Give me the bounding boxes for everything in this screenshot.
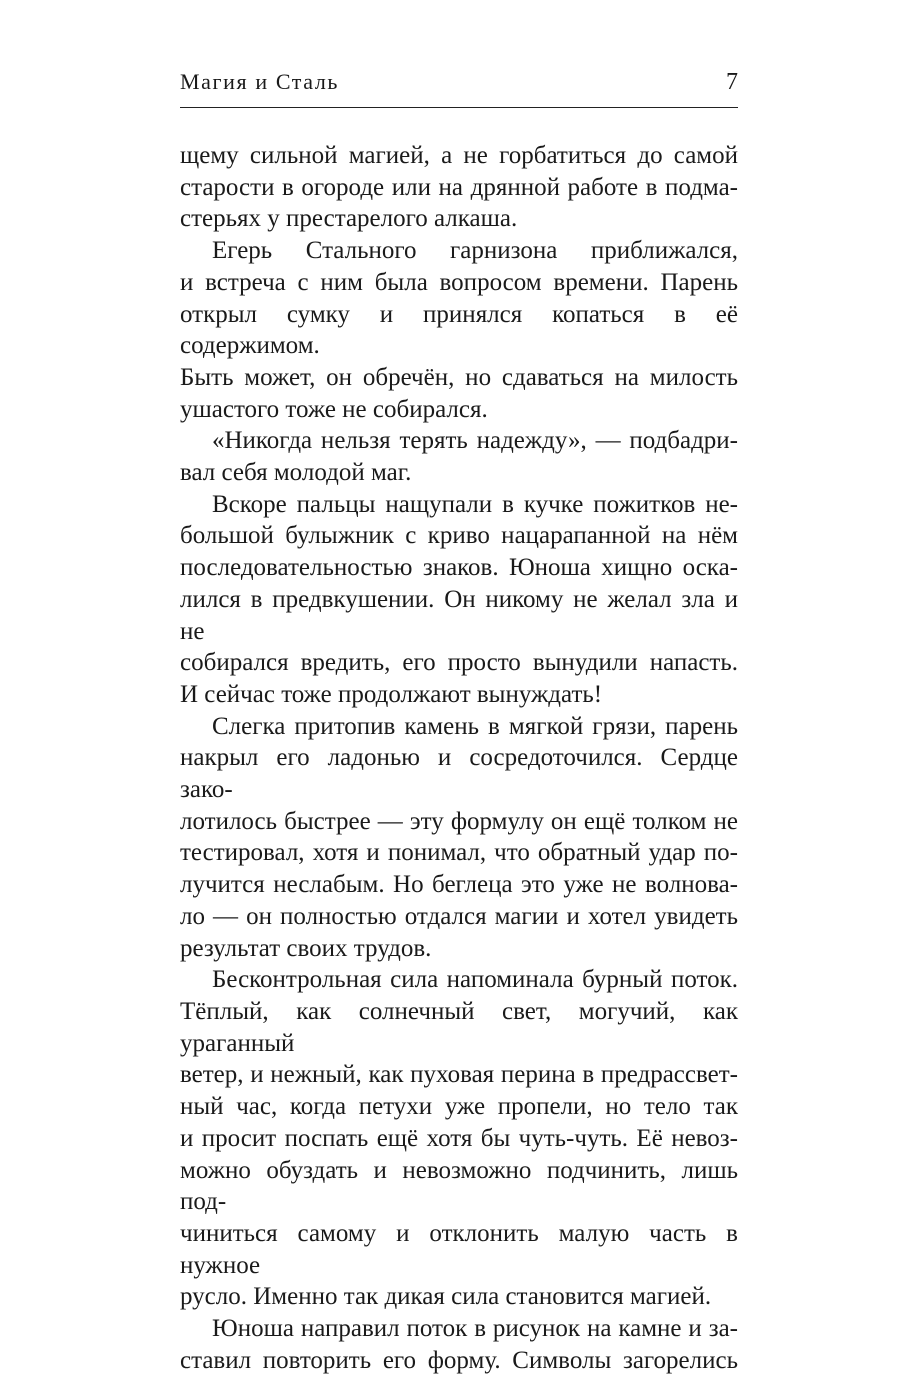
text-line: лотилось быстрее — эту формулу он ещё толком не: [180, 807, 738, 835]
text-line: большой булыжник с криво нацарапанной на нём: [180, 522, 738, 550]
text-line: вал себя молодой маг.: [180, 459, 412, 487]
text-line: последовательностью знаков. Юноша хищно оска-: [180, 554, 738, 582]
text-line: Вскоре пальцы нащупали в кучке пожитков не-: [212, 490, 738, 518]
text-line: Быть может, он обречён, но сдаваться на милость: [180, 363, 738, 391]
text-line: чиниться самому и отклонить малую часть в нужное: [180, 1219, 738, 1279]
body-text: [180, 140, 738, 1376]
text-line: и встреча с ним была вопросом времени. Парень: [180, 268, 738, 296]
text-line: лился в предвкушении. Он никому не желал зла и не: [180, 585, 738, 645]
header-rule: [180, 107, 738, 108]
text-line: ушастого тоже не собирался.: [180, 395, 488, 423]
text-line: старости в огороде или на дрянной работе в подма-: [180, 173, 738, 201]
text-line: Слегка притопив камень в мягкой грязи, парень: [212, 712, 738, 740]
text-line: И сейчас тоже продолжают вынуждать!: [180, 680, 603, 708]
text-line: результат своих трудов.: [180, 934, 432, 962]
text-line: стерьях у престарелого алкаша.: [180, 205, 518, 233]
text-line: Бесконтрольная сила напоминала бурный поток.: [212, 966, 738, 994]
text-line: открыл сумку и принялся копаться в её содержимом.: [180, 300, 738, 360]
text-line: лучится неслабым. Но беглеца это уже не волнова-: [180, 871, 738, 899]
text-line: ветер, и нежный, как пуховая перина в предрассвет-: [180, 1061, 738, 1089]
text-line: собирался вредить, его просто вынудили напасть.: [180, 649, 738, 677]
text-line: ставил повторить его форму. Символы загорелись: [180, 1346, 738, 1374]
page-number: 7: [726, 69, 738, 95]
text-line: ный час, когда петухи уже пропели, но тело так: [180, 1093, 738, 1121]
text-line: щему сильной магией, а не горбатиться до самой: [180, 142, 738, 169]
page-header: [180, 62, 738, 102]
text-line: Тёплый, как солнечный свет, могучий, как ураганный: [180, 997, 738, 1057]
text-line: накрыл его ладонью и сосредоточился. Сердце зако-: [180, 744, 738, 804]
text-line: и просит поспать ещё хотя бы чуть-чуть. Её невоз-: [180, 1124, 738, 1152]
text-line: русло. Именно так дикая сила становится магией.: [180, 1283, 712, 1311]
running-title: Магия и Сталь: [180, 69, 340, 94]
text-line: ло — он полностью отдался магии и хотел увидеть: [180, 902, 738, 930]
text-line: тестировал, хотя и понимал, что обратный удар по-: [180, 839, 738, 867]
text-line: «Никогда нельзя терять надежду», — подбадри-: [212, 427, 738, 455]
text-line: Юноша направил поток в рисунок на камне и за-: [212, 1315, 738, 1343]
text-line: Егерь Стального гарнизона приближался,: [212, 237, 738, 265]
text-line: можно обуздать и невозможно подчинить, лишь под-: [180, 1156, 738, 1216]
